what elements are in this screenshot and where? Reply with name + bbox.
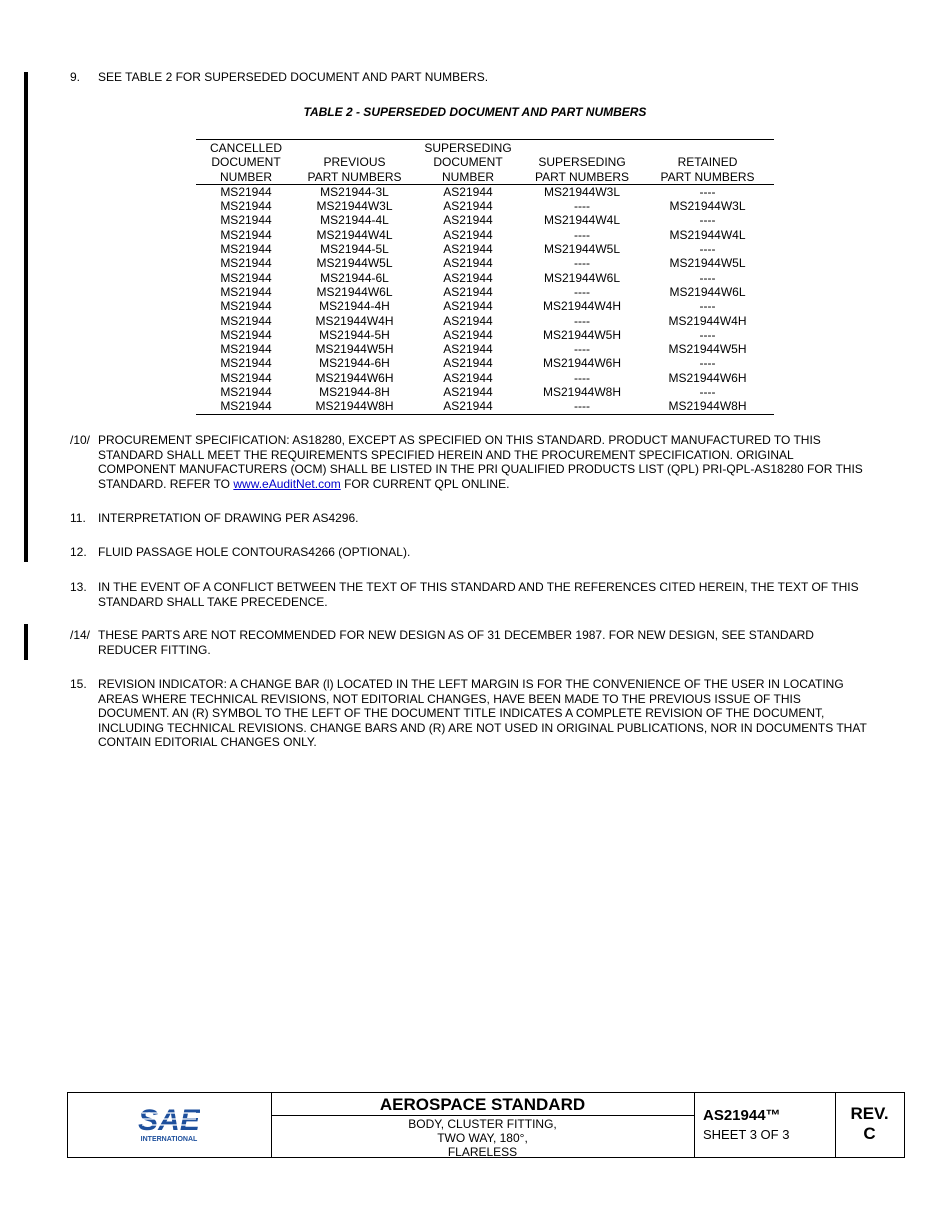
title-block	[67, 1092, 905, 1158]
table-cell: MS21944W6H	[668, 370, 747, 385]
table-cell: MS21944	[220, 385, 272, 400]
table-cell: AS21944	[443, 184, 493, 199]
table-cell: MS21944	[220, 227, 272, 242]
table-cell: MS21944W4L	[543, 213, 621, 228]
revision-value: C	[863, 1124, 876, 1143]
note-text: THESE PARTS ARE NOT RECOMMENDED FOR NEW DESIGN AS OF 31 DECEMBER 1987. FOR NEW DESIGN, SEE STANDARD REDUCER FITTING.	[98, 628, 814, 657]
sae-logo-subtext: INTERNATIONAL	[140, 1136, 198, 1143]
table-cell: MS21944	[220, 270, 272, 285]
table-row	[196, 314, 774, 328]
table-cell: ----	[699, 270, 716, 285]
note-14	[70, 628, 870, 658]
document-number: AS21944™	[703, 1107, 781, 1124]
title-cell	[271, 1093, 695, 1157]
table-cell: MS21944	[220, 213, 272, 228]
table-cell: MS21944-5L	[320, 242, 389, 257]
table-row	[196, 385, 774, 399]
table-cell: MS21944W8H	[641, 399, 774, 414]
table-cell: AS21944	[443, 270, 493, 285]
table-row	[196, 356, 774, 370]
table-cell: AS21944	[413, 399, 523, 414]
note-11	[70, 511, 870, 526]
table-cell: MS21944	[220, 284, 272, 299]
column-header: SUPERSEDING PART NUMBERS	[523, 140, 641, 185]
column-header: PREVIOUS PART NUMBERS	[296, 140, 413, 185]
table-row	[196, 399, 774, 414]
table-cell: ----	[574, 199, 590, 214]
revision-label: REV.	[850, 1104, 889, 1123]
table-cell: MS21944	[220, 342, 272, 357]
table-row	[196, 256, 774, 270]
note-text: REVISION INDICATOR: A CHANGE BAR (l) LOCATED IN THE LEFT MARGIN IS FOR THE CONVENIENCE OF THE USER IN LOCATING AREAS WHERE TECHNICAL REVISIONS, NOT EDITORIAL CHANGES, HAVE BEEN MADE TO THE PREVIOUS ISSUE OF THIS DOCUMENT. AN (R) SYMBOL TO THE LEFT OF THE DOCUMENT TITLE INDICATES A COMPLETE REVISION OF THE DOCUMENT, INCLUDING TECHNICAL REVISIONS. CHANGE BARS AND (R) ARE NOT USED IN ORIGINAL PUBLICATIONS, NOR IN DOCUMENTS THAT CONTAIN EDITORIAL CHANGES ONLY.	[98, 677, 867, 750]
table-row	[196, 371, 774, 385]
note-text: PROCUREMENT SPECIFICATION: AS18280, EXCEPT AS SPECIFIED ON THIS STANDARD. PRODUCT MANUFACTURED TO THIS STANDARD SHALL MEET THE REQUIREMENTS SPECIFIED HEREIN AND THE PROCUREMENT SPECIFICATION. ORIGINAL COMPONENT MANUFACTURERS (OCM) SHALL BE LISTED IN THE PRI QUALIFIED PRODUCTS LIST (QPL) PRI-QPL-AS18280 FOR THIS STANDARD. REFER TO www.eAuditNet.com FOR CURRENT QPL ONLINE.	[98, 433, 863, 491]
table-row	[196, 299, 774, 313]
table-row	[196, 242, 774, 256]
table-cell: MS21944W3L	[543, 184, 621, 199]
table-cell: MS21944W5H	[542, 327, 622, 342]
table-cell: MS21944W5H	[315, 342, 394, 357]
table-cell: MS21944W4H	[315, 313, 394, 328]
sheet-number: SHEET 3 OF 3	[703, 1127, 790, 1142]
table-cell: MS21944	[220, 299, 272, 314]
table-cell: MS21944W5H	[668, 342, 747, 357]
table-cell: MS21944W6L	[543, 270, 621, 285]
table-cell: MS21944W8H	[296, 399, 413, 414]
table-cell: ----	[574, 227, 590, 242]
table-cell: MS21944-4H	[319, 299, 390, 314]
note-text: IN THE EVENT OF A CONFLICT BETWEEN THE TEXT OF THIS STANDARD AND THE REFERENCES CITED HEREIN, THE TEXT OF THIS STANDARD SHALL TAKE PRECEDENCE.	[98, 580, 859, 609]
table-cell: MS21944W6L	[316, 284, 393, 299]
table-cell: MS21944W5L	[316, 256, 393, 271]
table-cell: ----	[699, 385, 716, 400]
table-cell: ----	[574, 313, 590, 328]
table-cell: AS21944	[443, 213, 493, 228]
table-cell: AS21944	[443, 313, 493, 328]
eauditnet-link[interactable]: www.eAuditNet.com	[233, 476, 341, 491]
table-cell: ----	[574, 370, 590, 385]
table-title: TABLE 2 - SUPERSEDED DOCUMENT AND PART NUMBERS	[303, 105, 647, 119]
table-cell: ----	[523, 399, 641, 414]
table-cell: ----	[574, 342, 590, 357]
table-cell: MS21944W4H	[668, 313, 747, 328]
table-row	[196, 199, 774, 213]
doc-number-cell	[694, 1093, 836, 1157]
table-cell: MS21944W4L	[316, 227, 393, 242]
change-bar	[24, 72, 28, 562]
table-row	[196, 342, 774, 356]
standard-type: AEROSPACE STANDARD	[271, 1093, 694, 1116]
note-13	[70, 580, 870, 610]
note-text: INTERPRETATION OF DRAWING PER AS4296.	[98, 511, 359, 525]
table-cell: MS21944W4L	[669, 227, 746, 242]
table-cell: MS21944	[220, 184, 272, 199]
column-header: CANCELLED DOCUMENT NUMBER	[196, 140, 296, 185]
table-cell: ----	[699, 356, 716, 371]
note-12	[70, 545, 870, 560]
table-cell: AS21944	[443, 199, 493, 214]
column-header: RETAINED PART NUMBERS	[641, 140, 774, 185]
table-cell: MS21944	[220, 370, 272, 385]
table-cell: MS21944W8H	[542, 385, 622, 400]
table-cell: AS21944	[443, 327, 493, 342]
sae-logo-letters: SAE	[138, 1104, 200, 1137]
table-cell: ----	[574, 284, 590, 299]
table-cell: AS21944	[443, 299, 493, 314]
note-number: 15.	[70, 677, 87, 691]
table-cell: MS21944W6L	[669, 284, 746, 299]
table-row	[196, 328, 774, 342]
note-10	[70, 433, 870, 493]
note-number: 9.	[70, 70, 81, 84]
table-row	[196, 184, 774, 199]
note-text: FLUID PASSAGE HOLE CONTOURAS4266 (OPTIONAL).	[98, 545, 411, 559]
table-cell: ----	[699, 213, 716, 228]
table-cell: MS21944	[220, 327, 272, 342]
table-cell: AS21944	[443, 342, 493, 357]
column-header: SUPERSEDING DOCUMENT NUMBER	[413, 140, 523, 185]
table-cell: MS21944-6L	[320, 270, 389, 285]
table-cell: AS21944	[443, 385, 493, 400]
table-cell: MS21944-5H	[319, 327, 390, 342]
table-cell: MS21944	[220, 242, 272, 257]
note-number: 12.	[70, 545, 87, 559]
table-row	[196, 213, 774, 227]
note-number: 13.	[70, 580, 87, 594]
table-cell: AS21944	[443, 256, 493, 271]
table-row	[196, 271, 774, 285]
note-number: /14/	[70, 628, 91, 642]
table-cell: MS21944W6H	[542, 356, 622, 371]
note-number: /10/	[70, 433, 91, 447]
table-cell: AS21944	[443, 242, 493, 257]
table-cell: ----	[699, 327, 716, 342]
table-cell: MS21944W5L	[669, 256, 746, 271]
table-cell: MS21944-3L	[320, 184, 389, 199]
table-cell: MS21944W5L	[543, 242, 621, 257]
sae-logo	[138, 1103, 200, 1145]
note-9	[70, 70, 870, 85]
superseded-parts-table	[196, 139, 774, 415]
table-row	[196, 228, 774, 242]
note-15	[70, 677, 870, 752]
table-cell: ----	[574, 256, 590, 271]
table-cell: MS21944	[220, 313, 272, 328]
logo-cell	[68, 1093, 272, 1157]
document-title: BODY, CLUSTER FITTING, TWO WAY, 180°, FLARELESS	[408, 1117, 557, 1159]
table-cell: MS21944	[220, 256, 272, 271]
table-cell: ----	[699, 299, 716, 314]
change-bar	[24, 624, 28, 660]
table-cell: MS21944	[196, 399, 296, 414]
table-cell: MS21944-4L	[320, 213, 389, 228]
table-cell: AS21944	[443, 227, 493, 242]
table-row	[196, 285, 774, 299]
revision-cell	[835, 1093, 904, 1157]
table-cell: MS21944W6H	[315, 370, 394, 385]
table-cell: AS21944	[443, 284, 493, 299]
table-cell: ----	[699, 184, 716, 199]
table-cell: MS21944W4H	[542, 299, 622, 314]
table-cell: MS21944-6H	[319, 356, 390, 371]
table-cell: ----	[699, 242, 716, 257]
table-cell: AS21944	[443, 370, 493, 385]
table-cell: MS21944W3L	[316, 199, 393, 214]
table-cell: MS21944W3L	[669, 199, 746, 214]
note-number: 11.	[70, 511, 86, 525]
table-cell: MS21944-8H	[319, 385, 390, 400]
table-cell: MS21944	[220, 356, 272, 371]
note-text: SEE TABLE 2 FOR SUPERSEDED DOCUMENT AND PART NUMBERS.	[98, 70, 489, 84]
table-cell: MS21944	[220, 199, 272, 214]
table-cell: AS21944	[443, 356, 493, 371]
